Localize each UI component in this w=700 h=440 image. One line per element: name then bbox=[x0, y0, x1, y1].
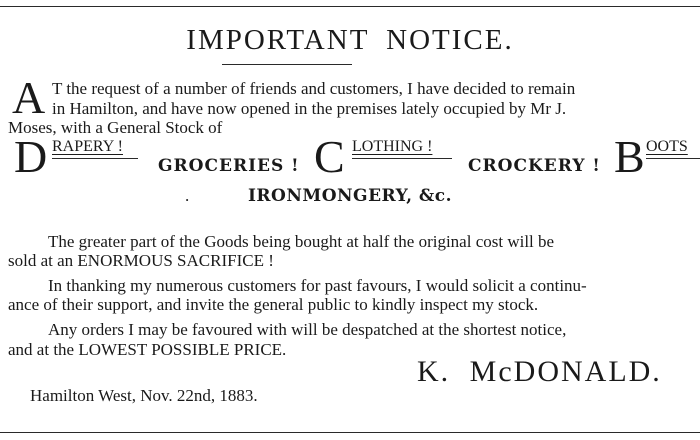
drapery-underline bbox=[52, 158, 138, 159]
intro-line-1: T the request of a number of friends and customers, I have decided to remain bbox=[52, 79, 576, 98]
boots-underline bbox=[646, 158, 700, 159]
dateline: Hamilton West, Nov. 22nd, 1883. bbox=[30, 386, 258, 405]
boots-cap: B bbox=[614, 131, 645, 182]
notice-title: IMPORTANT NOTICE. bbox=[186, 24, 514, 56]
clothing-cap: C bbox=[314, 131, 345, 182]
drapery-rest: RAPERY ! bbox=[52, 138, 123, 155]
groceries-label: GROCERIES ! bbox=[158, 156, 300, 176]
title-underline bbox=[222, 64, 352, 65]
para3-line-2: and at the LOWEST POSSIBLE PRICE. bbox=[8, 340, 287, 359]
ironmongery-label: IRONMONGERY, &c. bbox=[247, 186, 453, 206]
intro-dropcap: A bbox=[12, 72, 46, 123]
clothing-underline bbox=[352, 158, 452, 159]
para2-line-2: ance of their support, and invite the general public to kindly inspect my stock. bbox=[8, 295, 539, 314]
top-rule bbox=[0, 6, 700, 7]
para2-line-1: In thanking my numerous customers for past favours, I would solicit a continu- bbox=[48, 276, 587, 295]
intro-line-2: in Hamilton, and have now opened in the premises lately occupied by Mr J. bbox=[52, 99, 567, 118]
crockery-label: CROCKERY ! bbox=[468, 156, 601, 176]
signature: K. McDONALD. bbox=[417, 355, 662, 388]
boots-rest: OOTS bbox=[646, 138, 688, 155]
para3-line-1: Any orders I may be favoured with will be despatched at the shortest notice, bbox=[48, 320, 567, 339]
para1-line-2: sold at an ENORMOUS SACRIFICE ! bbox=[8, 251, 274, 270]
stray-dot: . bbox=[185, 186, 190, 205]
para1-line-1: The greater part of the Goods being bought at half the original cost will be bbox=[48, 232, 555, 251]
clothing-rest: LOTHING ! bbox=[352, 138, 433, 155]
intro-line-3: Moses, with a General Stock of bbox=[8, 118, 223, 137]
drapery-cap: D bbox=[14, 131, 48, 182]
bottom-rule bbox=[0, 432, 700, 433]
